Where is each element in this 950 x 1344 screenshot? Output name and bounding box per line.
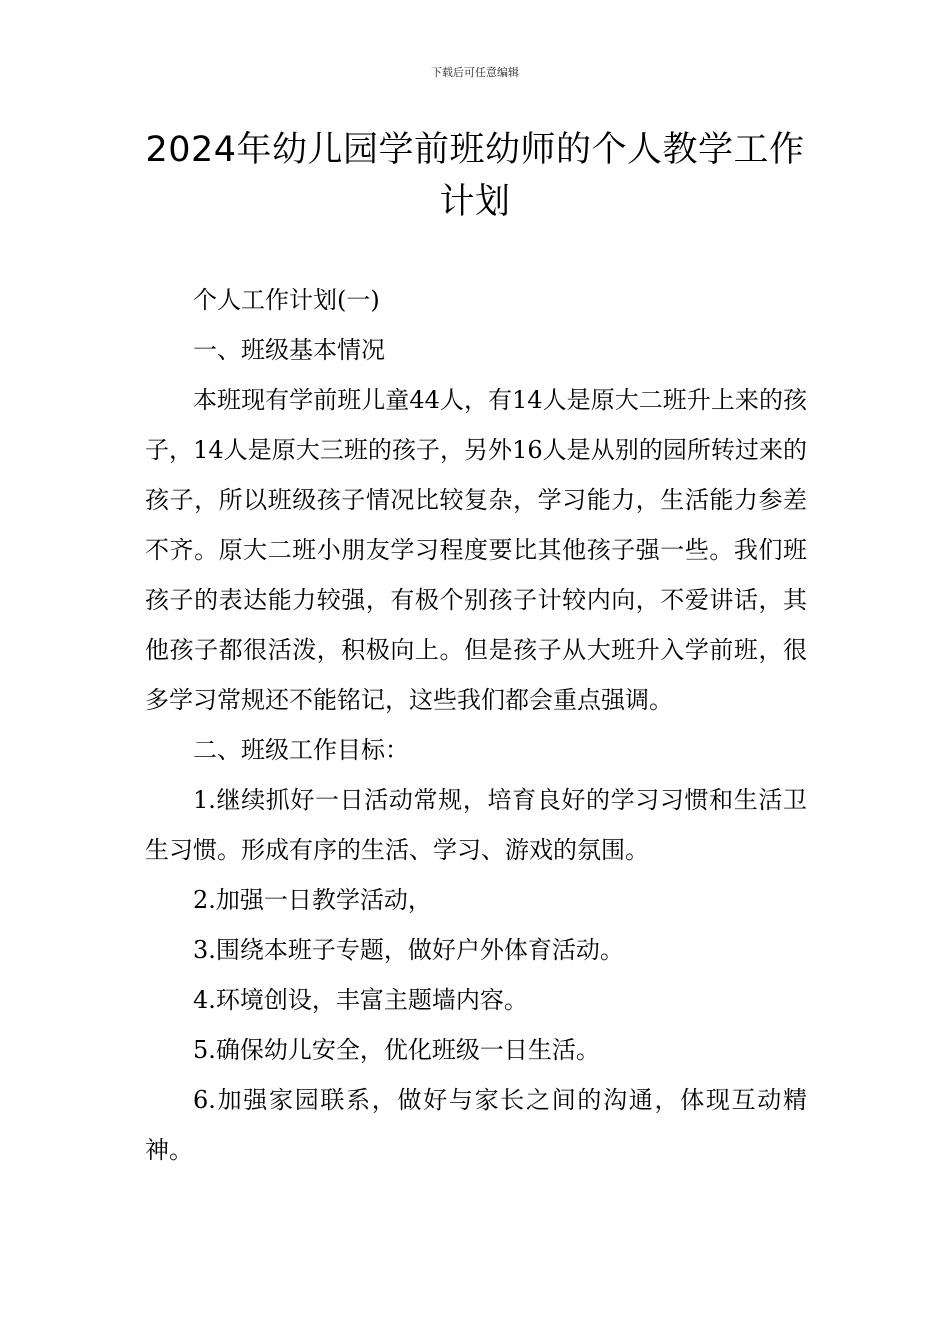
goal-item-3: 3.围绕本班子专题，做好户外体育活动。 xyxy=(193,936,624,964)
paragraph-class-situation: 本班现有学前班儿童44人，有14人是原大二班升上来的孩子，14人是原大三班的孩子，另外16人是从别的园所转过来的孩子，所以班级孩子情况比较复杂，学习能力，生活能力参差不齐。原大二班小朋友学习程度要比其他孩子强一些。我们班孩子的表达能力较强，有极个别孩子计较内向，不爱讲话，其他孩子都很活泼，积极向上。但是孩子从大班升入学前班，很多学习常规还不能铭记，这些我们都会重点强调。 xyxy=(145,386,807,714)
goal-item-2: 2.加强一日教学活动， xyxy=(193,886,432,914)
section-heading-class-situation: 一、班级基本情况 xyxy=(193,336,385,364)
page-header-note: 下载后可任意编辑 xyxy=(431,66,519,79)
document-body xyxy=(145,275,807,1175)
goal-item-1: 1.继续抓好一日活动常规，培育良好的学习习惯和生活卫生习惯。形成有序的生活、学习、游戏的氛围。 xyxy=(145,786,807,864)
section-heading-plan-one: 个人工作计划(一) xyxy=(193,286,380,314)
section-heading-class-goals: 二、班级工作目标： xyxy=(193,736,409,764)
goal-item-6: 6.加强家园联系，做好与家长之间的沟通，体现互动精神。 xyxy=(145,1086,807,1164)
goal-item-5: 5.确保幼儿安全，优化班级一日生活。 xyxy=(193,1036,600,1064)
document-title: 2024年幼儿园学前班幼师的个人教学工作计划 xyxy=(145,130,805,222)
goal-item-4: 4.环境创设，丰富主题墙内容。 xyxy=(193,986,528,1014)
